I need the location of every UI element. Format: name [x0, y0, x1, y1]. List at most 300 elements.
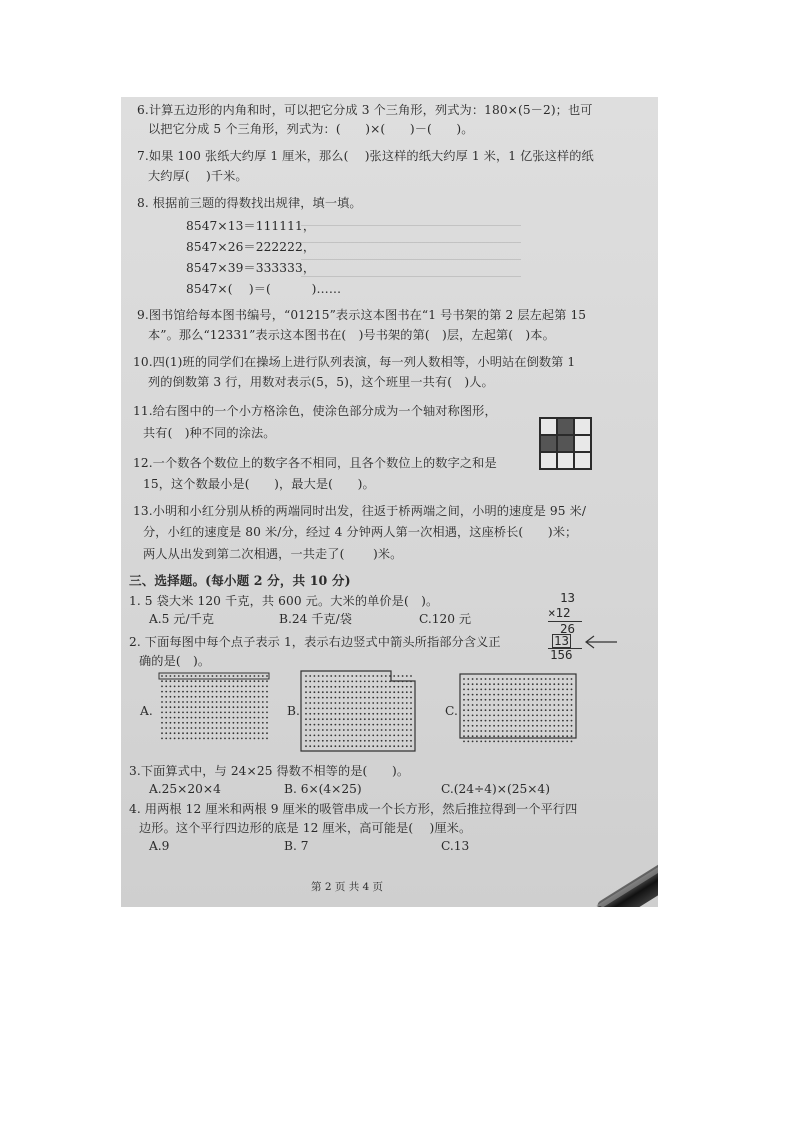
dot [351, 708, 353, 710]
dot [510, 689, 512, 691]
dot [165, 712, 167, 714]
dot [241, 712, 243, 714]
dot [207, 680, 209, 682]
dot [398, 713, 400, 715]
dot [356, 697, 358, 699]
dot [237, 738, 239, 740]
dot [549, 683, 551, 685]
dot [393, 735, 395, 737]
dot [330, 686, 332, 688]
dot [566, 735, 568, 737]
dot [463, 720, 465, 722]
dot [393, 675, 395, 677]
dot [241, 706, 243, 708]
dot [245, 696, 247, 698]
dot [212, 696, 214, 698]
dot [335, 675, 337, 677]
dot [326, 691, 328, 693]
dot [165, 738, 167, 740]
dot [360, 735, 362, 737]
dot [161, 691, 163, 693]
dot [476, 715, 478, 717]
dot [398, 708, 400, 710]
dot [347, 681, 349, 683]
dot [536, 725, 538, 727]
dot [207, 675, 209, 677]
dot [389, 708, 391, 710]
dot [532, 704, 534, 706]
dot [199, 712, 201, 714]
dot [258, 732, 260, 734]
dot [536, 741, 538, 743]
dot [249, 691, 251, 693]
dot [343, 718, 345, 720]
dot [381, 702, 383, 704]
dot [330, 702, 332, 704]
dot [216, 680, 218, 682]
dot [562, 730, 564, 732]
c4-option-b: B. 7 [284, 839, 309, 853]
dot [170, 706, 172, 708]
dot [476, 689, 478, 691]
dot [368, 708, 370, 710]
dot [318, 724, 320, 726]
dot [541, 720, 543, 722]
dot [233, 732, 235, 734]
dot [237, 675, 239, 677]
dot [207, 722, 209, 724]
dot [493, 725, 495, 727]
dot [245, 712, 247, 714]
dot [314, 681, 316, 683]
dot [402, 702, 404, 704]
dot [207, 691, 209, 693]
dot [191, 717, 193, 719]
c2-stem-line-1: 2. 下面每图中每个点子表示 1，表示右边竖式中箭头所指部分含义正 [129, 635, 501, 649]
dot [506, 715, 508, 717]
dot [498, 709, 500, 711]
dot [254, 680, 256, 682]
dot [398, 702, 400, 704]
dot [364, 718, 366, 720]
dot [182, 680, 184, 682]
dot [161, 675, 163, 677]
dot [553, 678, 555, 680]
dot [571, 694, 573, 696]
dot [207, 727, 209, 729]
dot [174, 701, 176, 703]
dot-figure-c [458, 672, 580, 750]
dot [165, 722, 167, 724]
dot [558, 678, 560, 680]
dot [498, 741, 500, 743]
dot [203, 696, 205, 698]
dot [519, 730, 521, 732]
dot [174, 691, 176, 693]
dot [174, 717, 176, 719]
dot [393, 686, 395, 688]
dot [562, 709, 564, 711]
dot [249, 722, 251, 724]
dot [212, 727, 214, 729]
dot [377, 681, 379, 683]
dot [326, 681, 328, 683]
dot [322, 675, 324, 677]
dot [519, 725, 521, 727]
dot [545, 678, 547, 680]
dot [493, 689, 495, 691]
dot [237, 680, 239, 682]
dot [356, 681, 358, 683]
dot [463, 704, 465, 706]
dot [467, 735, 469, 737]
dot [335, 724, 337, 726]
dot [212, 717, 214, 719]
dot [566, 699, 568, 701]
dot [351, 697, 353, 699]
dot [393, 718, 395, 720]
dot [174, 706, 176, 708]
dot [191, 680, 193, 682]
dot [182, 675, 184, 677]
dot [549, 709, 551, 711]
dot [515, 709, 517, 711]
dot [326, 686, 328, 688]
dot [266, 686, 268, 688]
dot [498, 699, 500, 701]
dot [410, 729, 412, 731]
dot [161, 727, 163, 729]
c4-stem-line-1: 4. 用两根 12 厘米和两根 9 厘米的吸管串成一个长方形，然后推拉得到一个平行四 [129, 802, 578, 816]
c3-stem: 3.下面算式中，与 24×25 得数不相等的是( )。 [129, 764, 410, 778]
c1-option-b: B.24 千克/袋 [279, 612, 352, 626]
dot [480, 730, 482, 732]
dot [199, 732, 201, 734]
dot [199, 701, 201, 703]
dot [326, 718, 328, 720]
dot [220, 722, 222, 724]
dot [233, 675, 235, 677]
dot [368, 681, 370, 683]
dot [515, 741, 517, 743]
dot [553, 735, 555, 737]
dot [220, 706, 222, 708]
dot [178, 691, 180, 693]
dot [506, 720, 508, 722]
q6-line-1: 6.计算五边形的内角和时，可以把它分成 3 个三角形，列式为：180×(5－2)；也可 [137, 103, 593, 117]
dot [506, 699, 508, 701]
dot [410, 735, 412, 737]
dot [368, 713, 370, 715]
dot [364, 691, 366, 693]
dot [385, 713, 387, 715]
dot [523, 694, 525, 696]
dot [502, 735, 504, 737]
dot [498, 730, 500, 732]
dot [558, 720, 560, 722]
dot [406, 713, 408, 715]
dot [519, 720, 521, 722]
dot [528, 678, 530, 680]
dot [562, 741, 564, 743]
dot [549, 741, 551, 743]
dot [498, 735, 500, 737]
dot [262, 717, 264, 719]
dot [347, 713, 349, 715]
dot [220, 675, 222, 677]
dot [515, 699, 517, 701]
dot [203, 732, 205, 734]
dot [562, 715, 564, 717]
dot [472, 709, 474, 711]
dot [389, 691, 391, 693]
c3-option-a: A.25×20×4 [149, 782, 221, 796]
dot [182, 696, 184, 698]
dot [266, 701, 268, 703]
dot [249, 706, 251, 708]
dot [339, 724, 341, 726]
dot [258, 686, 260, 688]
q11-line-1: 11.给右图中的一个小方格涂色，使涂色部分成为一个轴对称图形， [133, 404, 497, 418]
dot [161, 701, 163, 703]
dot [571, 689, 573, 691]
dot [364, 745, 366, 747]
dot [182, 738, 184, 740]
dot [347, 697, 349, 699]
dot [406, 702, 408, 704]
dot [170, 738, 172, 740]
dot [410, 724, 412, 726]
q6-line-2: 以把它分成 5 个三角形，列式为：( )×( )－( )。 [148, 122, 474, 136]
dot [502, 730, 504, 732]
dot [339, 675, 341, 677]
dot [381, 681, 383, 683]
dot [347, 718, 349, 720]
dot [326, 708, 328, 710]
dot [245, 691, 247, 693]
dot [314, 724, 316, 726]
dot [165, 675, 167, 677]
dot [463, 709, 465, 711]
dot [245, 675, 247, 677]
dot [195, 701, 197, 703]
dot [343, 729, 345, 731]
dot [322, 708, 324, 710]
dot [347, 745, 349, 747]
dot [266, 722, 268, 724]
dot [498, 689, 500, 691]
dot [322, 691, 324, 693]
dot [523, 720, 525, 722]
dot [305, 740, 307, 742]
dot [318, 686, 320, 688]
dot [186, 701, 188, 703]
dot [480, 694, 482, 696]
dot [199, 696, 201, 698]
dot [241, 691, 243, 693]
dot [233, 701, 235, 703]
dot [216, 686, 218, 688]
dot [305, 735, 307, 737]
dot [195, 712, 197, 714]
grid-cell [558, 436, 573, 451]
dot [161, 686, 163, 688]
dot [233, 696, 235, 698]
dot [364, 702, 366, 704]
dot [330, 718, 332, 720]
dot [212, 680, 214, 682]
dot [549, 699, 551, 701]
dot [502, 704, 504, 706]
dot [339, 718, 341, 720]
dot [191, 675, 193, 677]
dot [254, 732, 256, 734]
dot [258, 706, 260, 708]
dot [385, 686, 387, 688]
dot [510, 678, 512, 680]
dot [182, 717, 184, 719]
dot [191, 706, 193, 708]
c1-options [149, 611, 479, 627]
dot [224, 722, 226, 724]
dot [519, 704, 521, 706]
dot [314, 735, 316, 737]
dot [532, 699, 534, 701]
dot [364, 675, 366, 677]
dot [249, 696, 251, 698]
dot [510, 683, 512, 685]
dot [343, 724, 345, 726]
dot [515, 725, 517, 727]
dot [207, 701, 209, 703]
dot [566, 741, 568, 743]
dot [322, 702, 324, 704]
dot [360, 718, 362, 720]
dot [571, 735, 573, 737]
dot [571, 725, 573, 727]
dot [191, 701, 193, 703]
dot [233, 727, 235, 729]
dot [356, 740, 358, 742]
dot [506, 709, 508, 711]
dot [266, 675, 268, 677]
dot [532, 715, 534, 717]
dot [377, 735, 379, 737]
dot [330, 735, 332, 737]
c4-option-c: C.13 [441, 839, 470, 853]
dot [161, 706, 163, 708]
dot [410, 718, 412, 720]
dot [558, 741, 560, 743]
dot [335, 697, 337, 699]
dot [203, 701, 205, 703]
dot [322, 718, 324, 720]
dot [195, 686, 197, 688]
dot [385, 740, 387, 742]
dot [347, 724, 349, 726]
dot [372, 708, 374, 710]
dot [322, 729, 324, 731]
dot [523, 678, 525, 680]
dot [545, 689, 547, 691]
dot [249, 680, 251, 682]
dot [476, 683, 478, 685]
dot [343, 708, 345, 710]
dot [385, 697, 387, 699]
dot [314, 718, 316, 720]
dot [224, 738, 226, 740]
dot [402, 740, 404, 742]
dot [356, 713, 358, 715]
dot [343, 713, 345, 715]
dot [305, 702, 307, 704]
dot [186, 680, 188, 682]
dot [262, 675, 264, 677]
dot [237, 712, 239, 714]
dot [381, 713, 383, 715]
c2-option-b-label: B. [287, 704, 301, 718]
dot [381, 686, 383, 688]
dot [178, 675, 180, 677]
dot [532, 720, 534, 722]
dot [519, 678, 521, 680]
dot [228, 732, 230, 734]
dot [343, 675, 345, 677]
dot [377, 718, 379, 720]
dot [463, 689, 465, 691]
dot [364, 735, 366, 737]
dot [165, 680, 167, 682]
dot [199, 691, 201, 693]
q8-stem: 8. 根据前三题的得数找出规律，填一填。 [137, 196, 362, 210]
q13-line-2: 分，小红的速度是 80 米/分，经过 4 分钟两人第一次相遇，这座桥长( )米； [143, 525, 578, 539]
dot [347, 675, 349, 677]
dot [489, 694, 491, 696]
dot [212, 675, 214, 677]
dot [515, 730, 517, 732]
dot [220, 701, 222, 703]
dot [398, 691, 400, 693]
dot [228, 712, 230, 714]
dot [410, 697, 412, 699]
dot [305, 745, 307, 747]
dot [322, 735, 324, 737]
dot [322, 686, 324, 688]
dot [351, 691, 353, 693]
dot [322, 713, 324, 715]
dot [377, 708, 379, 710]
dot [237, 691, 239, 693]
dot [368, 686, 370, 688]
dot [216, 727, 218, 729]
dot [233, 717, 235, 719]
dot [178, 738, 180, 740]
dot [186, 686, 188, 688]
dot [254, 706, 256, 708]
dot [480, 683, 482, 685]
dot [406, 681, 408, 683]
dot [254, 717, 256, 719]
dot [322, 681, 324, 683]
dot [510, 694, 512, 696]
dot [212, 701, 214, 703]
dot [485, 730, 487, 732]
c3-options [149, 781, 549, 797]
dot [377, 729, 379, 731]
dot [402, 729, 404, 731]
dot [476, 720, 478, 722]
calc-partial-2: 13 [554, 633, 570, 648]
